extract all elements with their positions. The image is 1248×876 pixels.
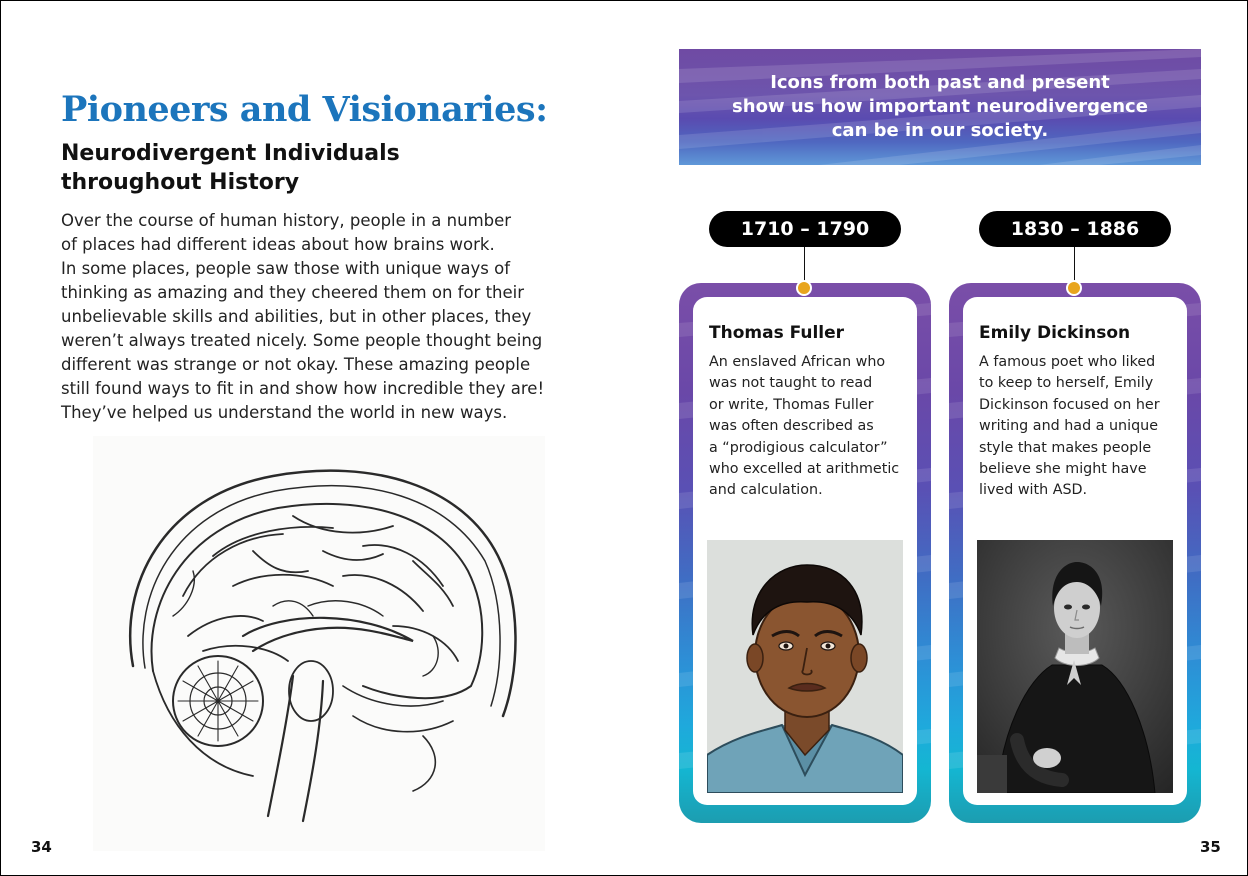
desc-line: to keep to herself, Emily — [979, 375, 1154, 392]
desc-line: A famous poet who liked — [979, 354, 1156, 370]
desc-line: An enslaved African who — [709, 354, 886, 370]
subtitle-line: Neurodivergent Individuals — [61, 141, 400, 166]
date-pill-dickinson: 1830 – 1886 — [979, 211, 1171, 247]
brain-illustration — [93, 436, 545, 851]
card-emily-dickinson — [949, 283, 1201, 823]
card-name: Emily Dickinson — [979, 323, 1131, 343]
page-title: Pioneers and Visionaries: — [61, 89, 548, 130]
desc-line: or write, Thomas Fuller — [709, 396, 874, 413]
paragraph-line: In some places, people saw those with unique ways of — [61, 259, 511, 278]
desc-line: was often described as — [709, 418, 874, 435]
desc-line: writing and had a unique — [979, 418, 1159, 435]
illustrated-portrait — [707, 540, 903, 793]
desc-line: and calculation. — [709, 482, 823, 499]
card-content — [693, 297, 917, 805]
paragraph-line: different was strange or not okay. These amazing people — [61, 355, 531, 374]
photo-portrait — [977, 540, 1173, 793]
subtitle-line: throughout History — [61, 170, 300, 195]
card-description — [709, 352, 914, 502]
banner-line: can be in our society. — [831, 120, 1049, 141]
card-name: Thomas Fuller — [709, 323, 845, 343]
timeline-connector — [804, 247, 805, 281]
banner-line: Icons from both past and present — [770, 72, 1110, 93]
date-pill-fuller: 1710 – 1790 — [709, 211, 901, 247]
card-description — [979, 352, 1184, 502]
portrait-thomas-fuller — [707, 540, 903, 793]
card-content — [963, 297, 1187, 805]
paragraph-line: They’ve helped us understand the world in new ways. — [61, 403, 508, 422]
banner-text — [679, 71, 1201, 143]
brain-drawing — [93, 436, 545, 851]
desc-line: was not taught to read — [709, 375, 873, 392]
desc-line: Dickinson focused on her — [979, 396, 1160, 413]
page-number-left: 34 — [31, 838, 52, 856]
paragraph-line: unbelievable skills and abilities, but in other places, they — [61, 307, 532, 326]
desc-line: lived with ASD. — [979, 482, 1088, 499]
desc-line: who excelled at arithmetic — [709, 461, 900, 478]
desc-line: believe she might have — [979, 461, 1147, 478]
page-subtitle — [61, 139, 481, 197]
timeline-connector — [1074, 247, 1075, 281]
intro-paragraph — [61, 209, 581, 425]
paragraph-line: Over the course of human history, people in a number — [61, 211, 512, 230]
portrait-emily-dickinson — [977, 540, 1173, 793]
page-number-right: 35 — [1200, 838, 1221, 856]
timeline-dot — [796, 280, 812, 296]
desc-line: a “prodigious calculator” — [709, 439, 888, 456]
paragraph-line: of places had different ideas about how brains work. — [61, 235, 495, 254]
paragraph-line: still found ways to fit in and show how incredible they are! — [61, 379, 545, 398]
paragraph-line: thinking as amazing and they cheered them on for their — [61, 283, 525, 302]
paragraph-line: weren’t always treated nicely. Some people thought being — [61, 331, 543, 350]
timeline-dot — [1066, 280, 1082, 296]
card-thomas-fuller — [679, 283, 931, 823]
banner-line: show us how important neurodivergence — [732, 96, 1148, 117]
desc-line: style that makes people — [979, 439, 1152, 456]
quote-banner — [679, 49, 1201, 165]
